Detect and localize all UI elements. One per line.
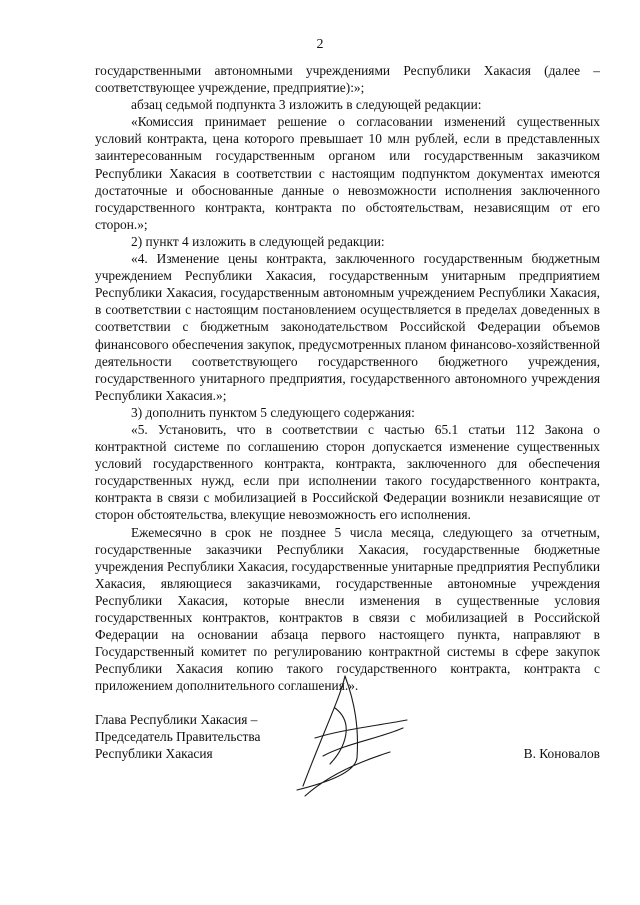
paragraph: «4. Изменение цены контракта, заключенного государственным бюджетным учреждением Республики Хакасия, государственным унитарным предприятием Республики Хакасия, государственным автономным учреждением Республики Хакасия, в соответствии с настоящим постановлением осуществляется в пределах доведенных в соответствии с бюджетным законодательством Российской Федерации объемов финансового обеспечения закупок, предусмотренных планом финансово-хозяйственной деятельности соответствующего государственного бюджетного учреждения, государственного унитарного предприятия, государственного автономного учреждения Республики Хакасия.»;	[95, 251, 600, 403]
paragraph: 3) дополнить пунктом 5 следующего содержания:	[131, 404, 415, 420]
page-number: 2	[316, 37, 324, 52]
signatory-title-line: Глава Республики Хакасия –	[95, 712, 258, 727]
paragraph: «Комиссия принимает решение о согласовании изменений существенных условий контракта, цена которого превышает 10 млн рублей, если в представленных заинтересованным государственным органом или государственным заказчиком Республики Хакасия в соответствии с настоящим подпунктом документах имеются достаточные и обоснованные данные о невозможности исполнения заключенного государственного контракта, контракта по обстоятельствам, независящим от его сторон.»;	[95, 114, 600, 232]
paragraph: государственными автономными учреждениями Республики Хакасия (далее – соответствующее учреждение, предприятие):»;	[95, 63, 600, 96]
paragraph: Ежемесячно в срок не позднее 5 числа месяца, следующего за отчетным, государственные заказчики Республики Хакасия, государственные бюджетные учреждения Республики Хакасия, государственные унитарные предприятия Республики Хакасия, являющиеся заказчиками, государственные автономные учреждения Республики Хакасия, которые внесли изменения в существенные условия государственных контрактов, контрактов в связи с мобилизацией в Российской Федерации на основании абзаца первого настоящего пункта, направляют в Государственный комитет по регулированию контрактной системы в сфере закупок Республики Хакасия копию такого государственного контракта, контракта с приложением дополнительного соглашения.».	[95, 524, 600, 694]
signatory-title-line: Республики Хакасия	[95, 746, 213, 762]
handwritten-signature	[285, 668, 415, 808]
paragraph: абзац седьмой подпункта 3 изложить в следующей редакции:	[131, 97, 482, 113]
paragraph: «5. Установить, что в соответствии с частью 65.1 статьи 112 Закона о контрактной системе по соглашению сторон допускается изменение существенных условий государственного контракта, контракта, заключенного для обеспечения государственных нужд, если при исполнении такого государственного контракта, контракта в связи с мобилизацией в Российской Федерации возникли независящие от сторон обстоятельства, влекущие невозможность его исполнения.	[95, 421, 600, 523]
signatory-title-line: Председатель Правительства	[95, 729, 261, 745]
document-body	[95, 62, 600, 694]
signatory-name: В. Коновалов	[523, 746, 600, 761]
paragraph: 2) пункт 4 изложить в следующей редакции:	[131, 233, 385, 249]
